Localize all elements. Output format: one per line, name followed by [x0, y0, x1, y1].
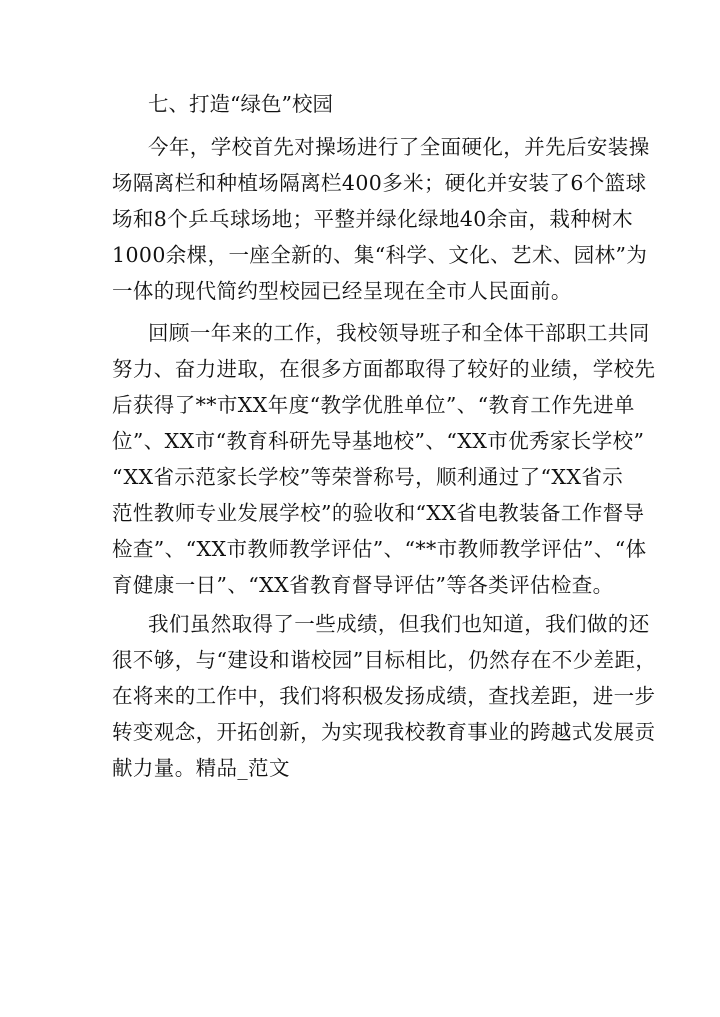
paragraph-line: 今年，学校首先对操场进行了全面硬化，并先后安装操: [148, 135, 650, 159]
paragraph-line: 育健康一日”、“XX省教育督导评估”等各类评估检查。: [112, 573, 614, 597]
paragraph-line: 范性教师专业发展学校”的验收和“XX省电教装备工作督导: [112, 501, 645, 525]
paragraph-line: 很不够，与“建设和谐校园”目标相比，仍然存在不少差距，: [112, 648, 657, 672]
paragraph-line: 献力量。精品_范文: [112, 756, 290, 780]
paragraph-line: 努力、奋力进取，在很多方面都取得了较好的业绩，学校先: [112, 357, 656, 381]
paragraph-line: 转变观念，开拓创新，为实现我校教育事业的跨越式发展贡: [112, 720, 656, 744]
paragraph-line: 在将来的工作中，我们将积极发扬成绩，查找差距，进一步: [112, 684, 656, 708]
paragraph-line: 一体的现代简约型校园已经呈现在全市人民面前。: [112, 279, 572, 303]
section-heading: 七、打造“绿色”校园: [148, 92, 333, 116]
paragraph-achievements: [112, 315, 656, 603]
paragraph-line: 场隔离栏和种植场隔离栏400多米；硬化并安装了6个篮球: [112, 171, 647, 195]
paragraph-line: 后获得了**市XX年度“教学优胜单位”、“教育工作先进单: [112, 393, 635, 417]
paragraph-line: 场和8个乒乓球场地；平整并绿化绿地40余亩，栽种树木: [112, 207, 634, 231]
paragraph-line: 回顾一年来的工作，我校领导班子和全体干部职工共同: [148, 321, 650, 345]
paragraph-line: 1000余棵，一座全新的、集“科学、文化、艺术、园林”为: [112, 243, 648, 267]
paragraph-line: “XX省示范家长学校”等荣誉称号，顺利通过了“XX省示: [112, 465, 624, 489]
paragraph-conclusion: [112, 606, 657, 786]
paragraph-line: 位”、XX市“教育科研先导基地校”、“XX市优秀家长学校”: [112, 429, 645, 453]
paragraph-line: 我们虽然取得了一些成绩，但我们也知道，我们做的还: [148, 612, 650, 636]
paragraph-line: 检查”、“XX市教师教学评估”、“**市教师教学评估”、“体: [112, 537, 647, 561]
paragraph-campus-greening: [112, 129, 650, 309]
